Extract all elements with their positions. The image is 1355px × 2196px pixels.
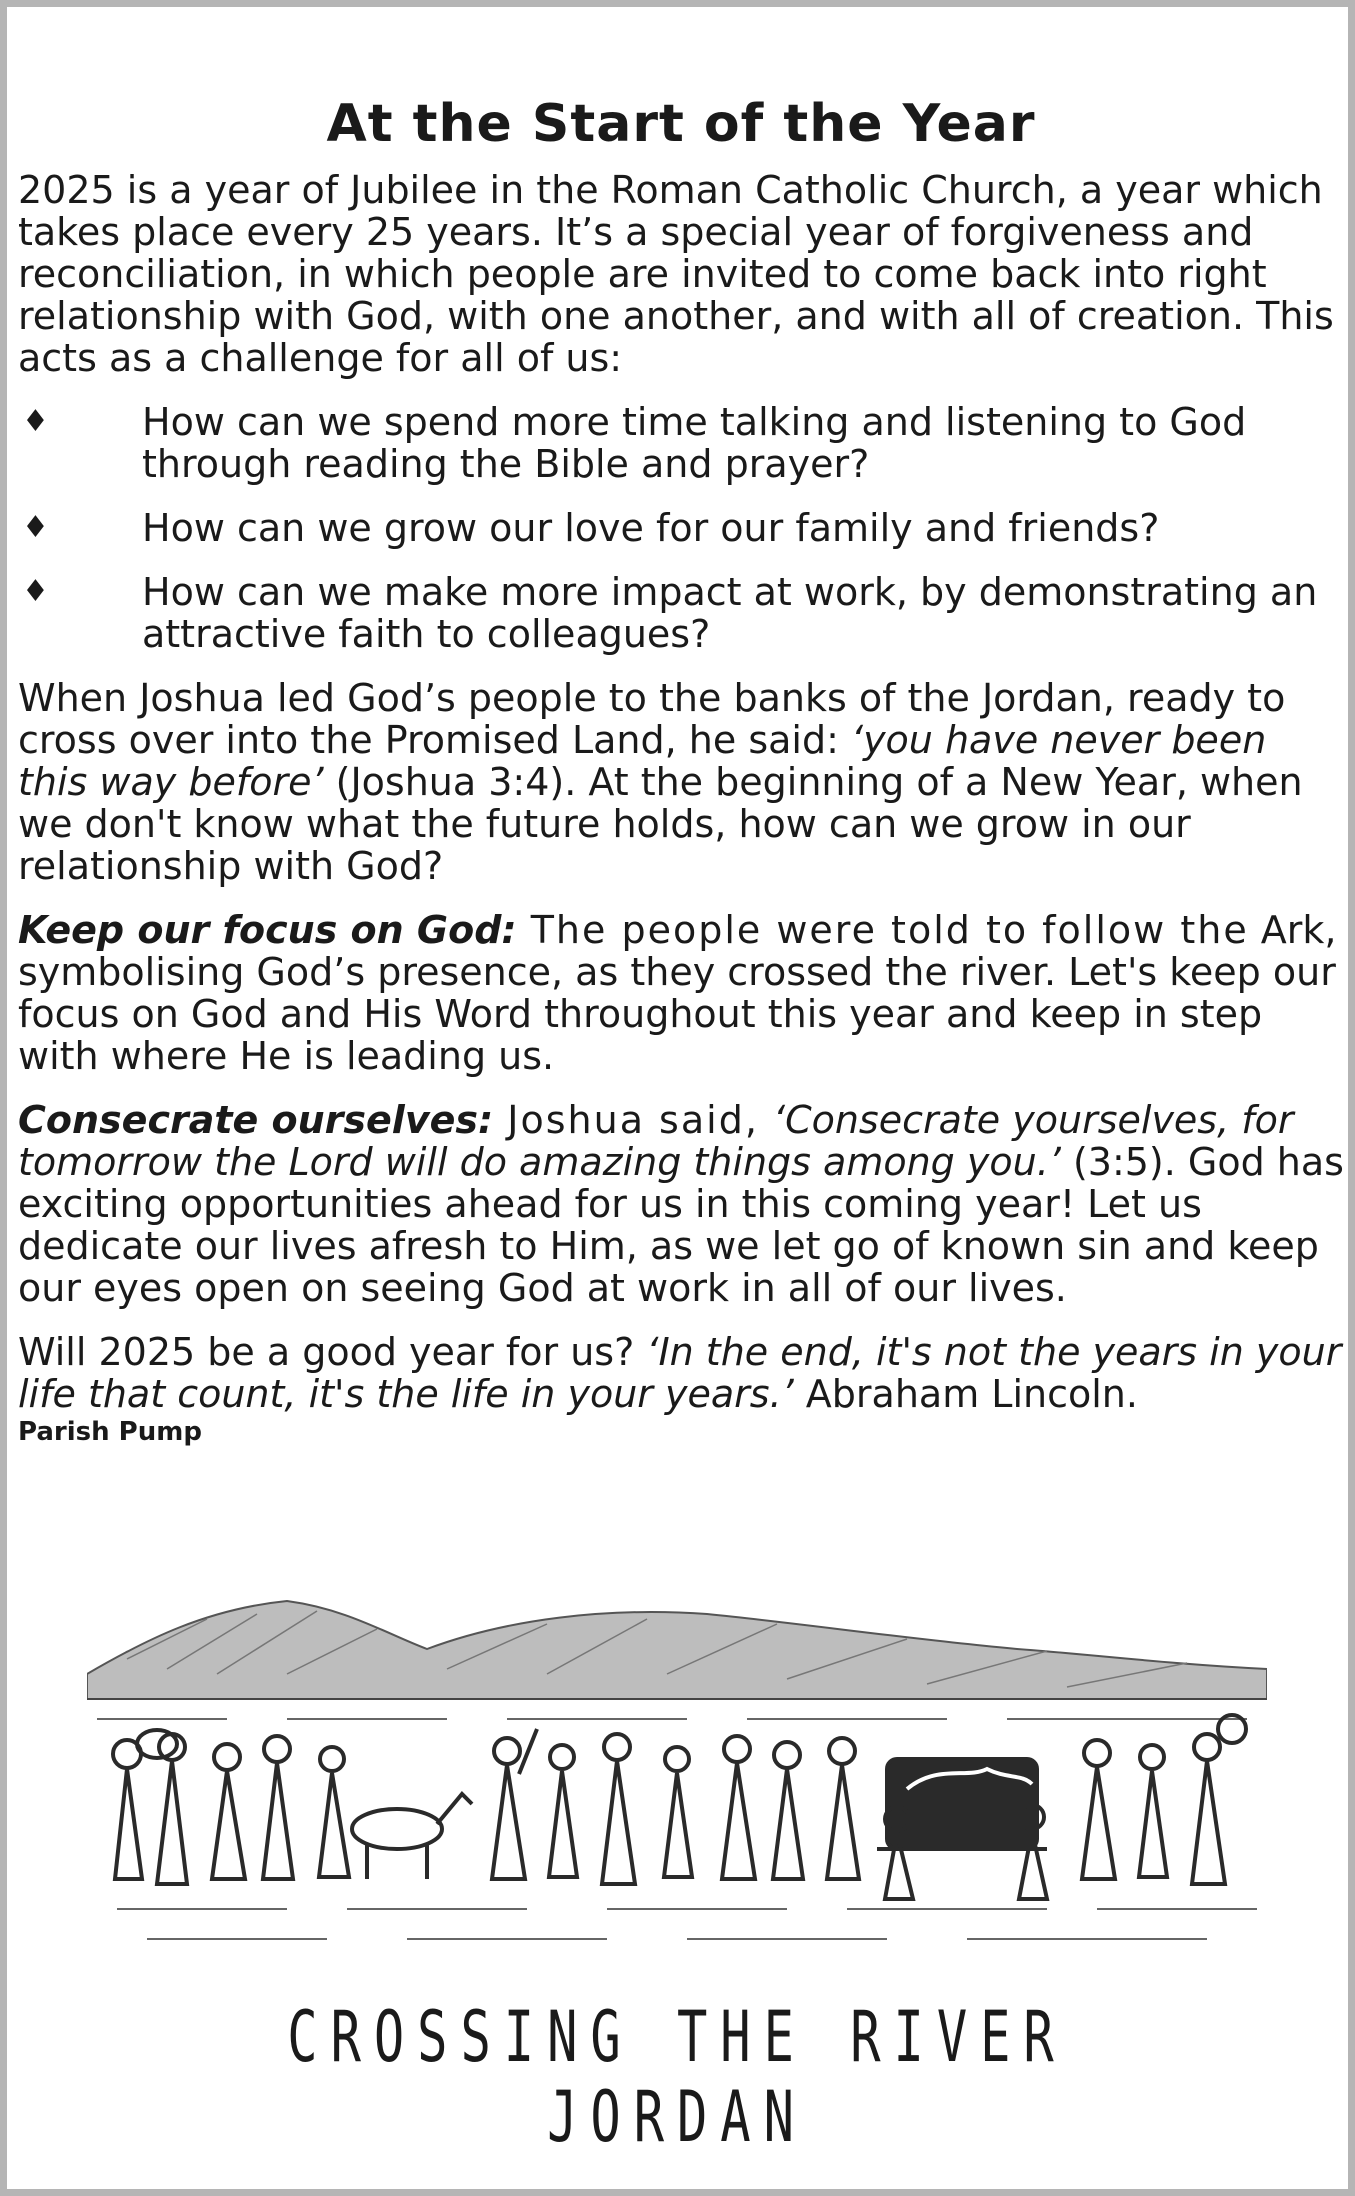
article	[18, 89, 1344, 1445]
challenge-list	[18, 401, 1344, 655]
list-item-text: How can we grow our love for our family and friends?	[142, 506, 1160, 550]
closing-text: Will 2025 be a good year for us?	[18, 1330, 647, 1374]
list-item-text: How can we make more impact at work, by demonstrating an attractive faith to colleagues?	[142, 570, 1318, 656]
joshua-quote: ‘you have never been this way before’	[18, 718, 1267, 804]
illustration-caption: CROSSING THE RIVER JORDAN	[287, 1996, 1067, 2158]
list-item-text: How can we spend more time talking and listening to God through reading the Bible and prayer?	[142, 400, 1247, 486]
diamond-bullet-icon: ♦	[22, 510, 49, 545]
list-item	[18, 571, 1344, 655]
lincoln-quote: ‘In the end, it's not the years in your life that count, it's the life in your years.’	[18, 1330, 1342, 1416]
consecrate-tracked-text: Joshua said,	[493, 1098, 773, 1142]
diamond-bullet-icon: ♦	[22, 404, 49, 439]
people-figures	[113, 1715, 1246, 1899]
focus-text: Ark, symbolising God’s presence, as they crossed the river. Let's keep our focus on God and His Word throughout this year and keep in step with where He is leading us.	[18, 908, 1337, 1078]
donkey-figure	[352, 1794, 472, 1879]
consecrate-heading: Consecrate ourselves:	[18, 1098, 494, 1142]
closing-attribution: Abraham Lincoln.	[793, 1372, 1138, 1416]
joshua-paragraph	[18, 677, 1344, 887]
focus-tracked-text: The people were told to follow the	[516, 908, 1249, 952]
list-item	[18, 401, 1344, 485]
joshua-text-after: (Joshua 3:4). At the beginning of a New Year, when we don't know what the future holds, how can we grow in our relationship with God?	[18, 760, 1303, 888]
list-item	[18, 507, 1344, 549]
focus-paragraph	[18, 909, 1344, 1077]
hills-shape	[87, 1601, 1267, 1699]
consecrate-text: (3:5). God has exciting opportunities ahead for us in this coming year! Let us dedicate our lives afresh to Him, as we let go of known sin and keep our eyes open on seeing God at work in all of our lives.	[18, 1140, 1344, 1310]
focus-heading: Keep our focus on God:	[18, 908, 517, 952]
intro-paragraph: 2025 is a year of Jubilee in the Roman Catholic Church, a year which takes place every 25 years. It’s a special year of forgiveness and reconciliation, in which people are invited to come back into right relationship with God, with one another, and with all of creation. This acts as a challenge for all of us:	[18, 168, 1334, 380]
joshua-text: When Joshua led God’s people to the banks of the Jordan, ready to cross over into the Promised Land, he said:	[18, 676, 1286, 762]
source-credit: Parish Pump	[18, 1417, 202, 1447]
consecrate-paragraph	[18, 1099, 1344, 1309]
closing-paragraph	[18, 1331, 1344, 1415]
illustration-drawing	[87, 1579, 1267, 1999]
article-title: At the Start of the Year	[326, 94, 1036, 154]
diamond-bullet-icon: ♦	[22, 574, 49, 609]
consecrate-quote: ‘Consecrate yourselves, for tomorrow the Lord will do amazing things among you.’	[18, 1098, 1294, 1184]
ark-of-covenant	[877, 1759, 1047, 1849]
